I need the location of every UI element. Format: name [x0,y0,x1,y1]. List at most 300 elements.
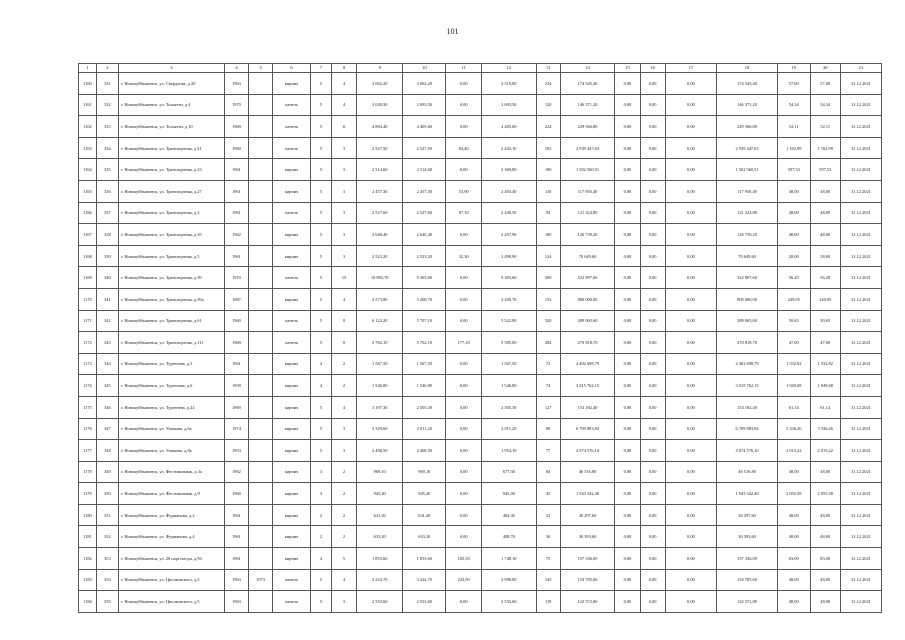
table-cell: 0,00 [640,461,665,483]
table-cell: 2 490,90 [482,245,537,267]
table-cell: 0,00 [615,137,640,159]
table-cell: 0,00 [665,548,716,570]
table-cell: 31.12.2021 [840,461,881,483]
table-cell: 0,00 [615,224,640,246]
table-cell: 53,90 [446,180,482,202]
table-cell: 2 468,50 [403,440,446,462]
table-cell: 1961 [224,245,248,267]
table-cell: 229 566,80 [560,116,615,138]
table-cell: 157 336,00 [560,548,615,570]
table-cell: 0,00 [615,180,640,202]
table-cell: 9 303,60 [403,267,446,289]
table-cell: 0,00 [665,137,716,159]
table-cell: кирпич [273,548,311,570]
table-cell: 1969 [224,396,248,418]
table-cell: 1962 [224,461,248,483]
table-cell: 73 [536,353,560,375]
table-cell: 1168 [79,245,97,267]
table-cell: 174 545,40 [560,73,615,95]
table-cell [249,245,273,267]
table-cell: 2 457,30 [357,180,403,202]
table-cell: 1182 [79,548,97,570]
table-cell: 0,00 [640,396,665,418]
table-cell: 0,00 [446,591,482,613]
table-cell: 1 949,68 [810,375,840,397]
table-cell: 945,40 [357,483,403,505]
table-cell: 61,14 [810,396,840,418]
table-cell: 4 [310,353,331,375]
table-cell: 352 [96,526,118,548]
table-cell: кирпич [273,180,311,202]
table-cell: 31.12.2021 [840,159,881,181]
table-cell: 2 514,60 [357,159,403,181]
table-cell: 154 785,60 [560,569,615,591]
table-cell: 1961 [224,526,248,548]
address-cell: г. Новокуйбышевск, ул. Транспортная, д.35 [118,224,224,246]
table-cell: 5 [310,569,331,591]
table-cell: 5 [310,202,331,224]
table-cell: 1961 [224,159,248,181]
table-cell: 0,00 [640,591,665,613]
table-cell: 522 897,60 [560,267,615,289]
table-cell: кирпич [273,224,311,246]
table-cell: 6 [331,116,356,138]
table-cell: 0,00 [446,483,482,505]
column-header-7: 7 [310,64,331,73]
table-cell: 234 [536,73,560,95]
table-cell: 32,30 [446,245,482,267]
table-cell: 1181 [79,526,97,548]
table-cell: 0,00 [615,310,640,332]
table-cell: 349 [96,461,118,483]
table-cell: 31.12.2021 [840,418,881,440]
table-cell: 2 457,90 [482,224,537,246]
table-cell: 0,00 [665,332,716,354]
table-cell: 333 [96,116,118,138]
table-cell: 0,00 [640,267,665,289]
table-cell: 1953 [224,440,248,462]
table-cell: 1 943 342,40 [717,483,778,505]
table-cell: 0,00 [615,569,640,591]
table-cell: 56,20 [810,267,840,289]
table-cell: 347 [96,418,118,440]
table-cell: 408,70 [482,526,537,548]
table-cell: 969,10 [357,461,403,483]
table-cell: 3 [331,418,356,440]
table-cell: 2 505,30 [482,396,537,418]
table-cell: 31.12.2021 [840,396,881,418]
table-cell: 31.12.2021 [840,224,881,246]
table-cell: 2 011,20 [482,418,537,440]
table-cell: 1987 [224,288,248,310]
table-cell: 105,50 [446,548,482,570]
table-cell: 0,00 [665,526,716,548]
table-cell: 1166 [79,202,97,224]
table-cell: 1 546,80 [482,375,537,397]
table-cell: 31.12.2021 [840,504,881,526]
table-cell: панель [273,137,311,159]
table-cell: 0,00 [640,224,665,246]
table-cell: 48,00 [777,202,810,224]
address-cell: г. Новокуйбышевск, ул. Свердлова, д.20 [118,73,224,95]
table-cell: 70 649,60 [560,245,615,267]
table-row [79,267,882,289]
table-cell: 31.12.2021 [840,526,881,548]
table-cell: 339 [96,245,118,267]
table-cell [249,94,273,116]
table-cell: 5 707,10 [403,310,446,332]
table-cell: 5 [310,159,331,181]
table-cell: 0,00 [640,202,665,224]
address-cell: г. Новокуйбышевск, ул. Транспортная, д.5 [118,245,224,267]
table-cell: 2 055,58 [777,483,810,505]
table-cell: 126 739,20 [560,224,615,246]
address-cell: г. Новокуйбышевск, ул. Тольятти, д.4 [118,94,224,116]
table-cell: 3 [331,440,356,462]
table-cell: 1162 [79,116,97,138]
table-cell: кирпич [273,461,311,483]
table-row [79,461,882,483]
table-cell: 1180 [79,504,97,526]
table-cell: 0,00 [446,526,482,548]
table-cell: 0,00 [665,116,716,138]
table-cell: 0,00 [665,483,716,505]
table-cell: 4 [310,375,331,397]
table-cell: 48,00 [810,569,840,591]
table-cell: 0,00 [446,73,482,95]
table-cell: 631,20 [403,504,446,526]
table-cell [249,526,273,548]
column-header-10: 10 [403,64,446,73]
table-cell: 229 566,80 [717,116,778,138]
table-cell: 0,00 [615,267,640,289]
table-cell: 124 [536,245,560,267]
address-cell: г. Новокуйбышевск, ул. Фурманова, д.2 [118,504,224,526]
table-row [79,418,882,440]
table-cell: 3 573,80 [357,288,403,310]
table-cell: 2 505,30 [403,396,446,418]
table-cell: 0,00 [665,353,716,375]
table-cell: 0,00 [640,526,665,548]
table-cell: 1 546,80 [403,375,446,397]
column-header-18: 18 [717,64,778,73]
table-cell: 1961 [224,202,248,224]
table-cell: 1178 [79,461,97,483]
table-cell: 0,00 [640,159,665,181]
table-cell: 31.12.2021 [840,73,881,95]
table-cell: 5 [310,224,331,246]
column-header-3: 3 [118,64,224,73]
table-cell: 146 371,20 [717,94,778,116]
table-cell: 1963 [224,73,248,95]
table-cell: 0,00 [446,461,482,483]
table-cell: 0,00 [665,418,716,440]
table-cell: 353 [96,548,118,570]
table-cell: 1174 [79,375,97,397]
table-cell: 48,00 [810,526,840,548]
table-cell: 3 336,26 [810,418,840,440]
table-cell: 1969 [224,310,248,332]
address-cell: г. Новокуйбышевск, ул. Тольятти, д.10 [118,116,224,138]
table-cell: кирпич [273,353,311,375]
table-cell: 0,00 [446,396,482,418]
table-cell: 61,14 [777,396,810,418]
table-cell: 0,00 [665,73,716,95]
table-cell: 0,00 [615,94,640,116]
table-cell: 2 519,80 [482,73,537,95]
column-header-14: 14 [560,64,615,73]
table-cell: 2 527,60 [357,202,403,224]
table-cell: 2 527,50 [403,137,446,159]
table-cell: 4 405,60 [403,116,446,138]
table-cell: 1164 [79,159,97,181]
table-cell [249,137,273,159]
column-header-19: 19 [777,64,810,73]
table-cell: 0,00 [640,116,665,138]
table-cell: 351 [96,504,118,526]
table-cell: 1 502 560,51 [717,159,778,181]
table-cell: 2 [331,504,356,526]
table-cell: 83,00 [777,548,810,570]
table-cell: 84,40 [446,137,482,159]
table-cell: 70 649,60 [717,245,778,267]
table-cell: 800 000,00 [560,288,615,310]
table-cell: 110 [536,180,560,202]
table-cell: 0,00 [640,569,665,591]
table-cell: 343 [96,332,118,354]
table-cell: 2 402 698,79 [560,353,615,375]
table-cell: 0,00 [615,245,640,267]
table-cell: 1 162,99 [810,137,840,159]
table-cell: панель [273,591,311,613]
table-cell: 0,00 [446,116,482,138]
table-cell: 9 303,60 [482,267,537,289]
table-cell: 631,20 [357,504,403,526]
table-cell: 597,53 [777,159,810,181]
table-cell: 945,40 [403,483,446,505]
table-cell: 1 943 342,40 [560,483,615,505]
table-cell: 117 950,40 [717,180,778,202]
table-cell: 1970 [224,94,248,116]
table-cell: 0,00 [615,288,640,310]
table-cell: 3 [310,483,331,505]
table-cell: 15 [331,267,356,289]
table-cell: 0,00 [665,159,716,181]
table-cell: 3 [331,245,356,267]
table-cell: 119 [536,591,560,613]
table-cell: кирпич [273,396,311,418]
address-cell: г. Новокуйбышевск, ул. Ушакова, д.8а [118,440,224,462]
table-cell: 31.12.2021 [840,332,881,354]
table-cell: 0,00 [446,159,482,181]
table-cell: 48,00 [777,180,810,202]
table-cell: кирпич [273,73,311,95]
table-cell: 3 [331,591,356,613]
table-cell: 3 062,20 [357,73,403,95]
table-cell: 0,00 [665,504,716,526]
table-cell [249,548,273,570]
table-cell: 157 336,00 [717,548,778,570]
table-cell: 1 853,60 [357,548,403,570]
table-cell: 1969 [224,116,248,138]
table-cell: 48,00 [810,180,840,202]
table-cell: панель [273,94,311,116]
table-cell [249,483,273,505]
table-cell: 0,00 [446,224,482,246]
table-cell: 334 [96,137,118,159]
table-cell: 2 015,22 [777,440,810,462]
address-cell: г. Новокуйбышевск, ул. Фестивальная, д.9 [118,483,224,505]
table-cell: 48,00 [777,569,810,591]
table-row [79,180,882,202]
table-cell: 1 502 560,51 [560,159,615,181]
table-cell: 8 [331,332,356,354]
table-cell: 2 553,60 [403,591,446,613]
table-cell [249,418,273,440]
table-cell: 2 [310,526,331,548]
table-cell: 154 785,60 [717,569,778,591]
table-cell: 0,00 [615,353,640,375]
table-cell: панель [273,569,311,591]
table-cell: 77 [536,440,560,462]
table-cell: 48,00 [777,461,810,483]
table-cell: 342 [96,310,118,332]
table-cell: 2 523,20 [403,245,446,267]
table-cell: 48,00 [810,224,840,246]
table-cell: 4 [331,569,356,591]
table-cell: 31.12.2021 [840,548,881,570]
table-cell: 5 [310,94,331,116]
table-cell: 152 [536,288,560,310]
table-cell: 1 532,82 [810,353,840,375]
table-cell: 1173 [79,353,97,375]
address-cell: г. Новокуйбышевск, ул. Тургенева, д.24 [118,396,224,418]
table-cell: 4 [331,94,356,116]
table-cell: 2 443,10 [482,137,537,159]
table-cell: 2 693,50 [482,94,537,116]
column-header-4: 4 [224,64,248,73]
table-row [79,288,882,310]
table-cell: 2 369,80 [482,159,537,181]
table-cell: 2 [331,526,356,548]
table-cell: 48,00 [777,591,810,613]
table-cell: 1 567,50 [403,353,446,375]
table-cell: 0,00 [665,396,716,418]
table-cell: 2 440,50 [482,202,537,224]
column-header-16: 16 [640,64,665,73]
column-header-8: 8 [331,64,356,73]
table-cell: 1169 [79,267,97,289]
table-cell: 153 182,40 [560,396,615,418]
table-cell: 122 572,80 [717,591,778,613]
table-cell: 350 [96,483,118,505]
address-cell: г. Новокуйбышевск, ул. Транспортная, д.61 [118,310,224,332]
table-row [79,116,882,138]
address-cell: г. Новокуйбышевск, ул. Ушакова, д.6а [118,418,224,440]
table-cell: 4 405,60 [482,116,537,138]
table-cell: кирпич [273,418,311,440]
table-cell: 0,00 [446,418,482,440]
table-cell: 0,00 [615,591,640,613]
table-cell: 54,34 [777,94,810,116]
table-cell: 345 [96,375,118,397]
table-row [79,224,882,246]
table-row [79,73,882,95]
table-cell: 0,00 [640,180,665,202]
table-cell: 57,00 [810,73,840,95]
table-cell: панель [273,116,311,138]
table-cell: 1183 [79,569,97,591]
column-header-1: 1 [79,64,97,73]
table-cell: 0,00 [615,202,640,224]
table-cell: 174 545,40 [717,73,778,95]
table-cell: 0,00 [640,375,665,397]
table-cell: 180 [536,224,560,246]
table-cell: 31.12.2021 [840,245,881,267]
table-cell: 46 516,80 [717,461,778,483]
table-cell: 2 939 447,63 [560,137,615,159]
table-cell: 1 532,82 [777,353,810,375]
table-cell: 0,00 [615,116,640,138]
table-row [79,245,882,267]
table-cell: 0,00 [665,180,716,202]
table-cell: 0,00 [615,332,640,354]
table-cell: 30 393,60 [560,526,615,548]
table-cell: 8 [331,310,356,332]
table-cell: 87,10 [446,202,482,224]
table-cell: 633,20 [403,526,446,548]
table-cell: 31.12.2021 [840,591,881,613]
table-cell: 1 567,50 [357,353,403,375]
table-cell: 1960 [224,483,248,505]
address-cell: г. Новокуйбышевск, ул. Фурманова, д.4 [118,526,224,548]
table-cell: 0,00 [615,159,640,181]
table-cell: 0,00 [446,440,482,462]
address-cell: г. Новокуйбышевск, ул. Транспортная, д.21 [118,137,224,159]
table-row [79,137,882,159]
table-cell: 48,00 [810,461,840,483]
table-cell: кирпич [273,504,311,526]
table-cell: 2 527,60 [403,202,446,224]
address-cell: г. Новокуйбышевск, ул. Транспортная, д.59а [118,288,224,310]
table-cell: 2 468,50 [357,440,403,462]
table-cell: 0,00 [665,288,716,310]
table-cell: 1179 [79,483,97,505]
table-cell: 2 [331,483,356,505]
table-cell: 46 516,80 [560,461,615,483]
table-cell: панель [273,332,311,354]
table-cell: 2 403,40 [482,180,537,202]
table-cell: 3 [331,137,356,159]
table-cell: 3 [331,224,356,246]
table-cell: 464,30 [482,504,537,526]
table-cell: 284 [536,332,560,354]
table-cell: 5 [310,591,331,613]
table-row [79,440,882,462]
table-cell: 2 998,80 [482,569,537,591]
table-cell [249,375,273,397]
table-cell: 337 [96,202,118,224]
table-cell: 0,00 [640,137,665,159]
table-cell: 0,00 [640,440,665,462]
table-cell: 3 197,30 [357,396,403,418]
table-cell: 74 [536,375,560,397]
table-cell: 332 [96,94,118,116]
table-cell: 0,00 [446,94,482,116]
table-cell: кирпич [273,159,311,181]
table-cell: 31.12.2021 [840,137,881,159]
table-cell: 75 [536,548,560,570]
